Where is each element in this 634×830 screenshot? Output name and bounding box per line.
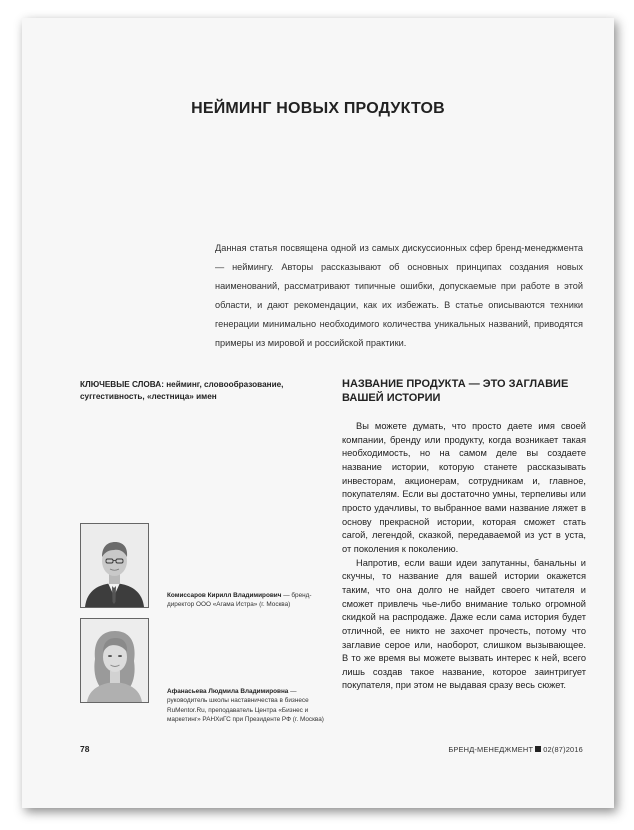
journal-footer xyxy=(448,745,583,754)
square-bullet-icon xyxy=(535,746,541,752)
journal-issue: 02(87)2016 xyxy=(543,745,583,754)
author-name: Комиссаров Кирилл Владимирович xyxy=(167,592,282,599)
author-photo-komissarov xyxy=(80,523,149,608)
body-paragraph: Вы можете думать, что просто даете имя своей компании, бренду или продукту, когда возникает такая необходимость, но на самом деле вы создаете название истории, которую станете рассказывать инвесторам, акционерам, сотрудникам и, главное, покупателям. Если вы достаточно умны, терпеливы или просто удачливы, то выбранное вами название ляжет в основу прекрасной истории, которая сможет стать сагой, легендой, сказкой, передаваемой из уст в уста, от поколения к поколению. xyxy=(342,421,586,554)
journal-page xyxy=(22,18,614,808)
journal-name: БРЕНД-МЕНЕДЖМЕНТ xyxy=(448,745,534,754)
author-info-komissarov xyxy=(167,591,327,610)
article-abstract: Данная статья посвящена одной из самых дискуссионных сфер бренд-менеджмента — неймингу. Авторы рассказывают об основных принципах создания новых наименований, рассматривают типичные ошибки, допускаемые при работе в этой области, и дают рекомендации, как их избежать. В статье описываются техники генерации минимально необходимого количества уникальных названий, приводятся примеры из мировой и российской практики. xyxy=(215,243,583,348)
author-description: — бренд-директор ООО «Агама Истра» (г. Москва) xyxy=(167,592,312,609)
article-body xyxy=(342,420,586,693)
author-name: Афанасьева Людмила Владимировна xyxy=(167,688,289,695)
article-title: НЕЙМИНГ НОВЫХ ПРОДУКТОВ xyxy=(191,100,445,117)
author-portrait-icon xyxy=(81,524,148,607)
author-info-afanasyeva xyxy=(167,687,327,725)
keywords: КЛЮЧЕВЫЕ СЛОВА: нейминг, словообразование, суггестивность, «лестница» имен xyxy=(80,380,284,401)
section-heading: НАЗВАНИЕ ПРОДУКТА — ЭТО ЗАГЛАВИЕ ВАШЕЙ ИСТОРИИ xyxy=(342,378,569,404)
page-number: 78 xyxy=(80,744,90,754)
author-description: — руководитель школы наставничества в бизнесе RuMentor.Ru, преподаватель Центра «Бизнес и маркетинг» РАНХиГС при Президенте РФ (г. Москва) xyxy=(167,688,324,724)
body-paragraph: Напротив, если ваши идеи запутанны, банальны и скучны, то название для вашей истории окажется таким, что она долго не найдет своего читателя и сможет привлечь чье-либо внимание только огромной скидкой на распродаже. Даже если сама история будет отличной, ее никто не захочет прочесть, потому что заглавие серое или, наоборот, слишком вызывающее. В то же время вы можете вызвать интерес к ней, всего лишь создав такое название, которое заинтригует покупателя, при этом не выдавая сразу весь сюжет. xyxy=(342,557,586,691)
author-portrait-icon xyxy=(81,619,148,702)
author-photo-afanasyeva xyxy=(80,618,149,703)
